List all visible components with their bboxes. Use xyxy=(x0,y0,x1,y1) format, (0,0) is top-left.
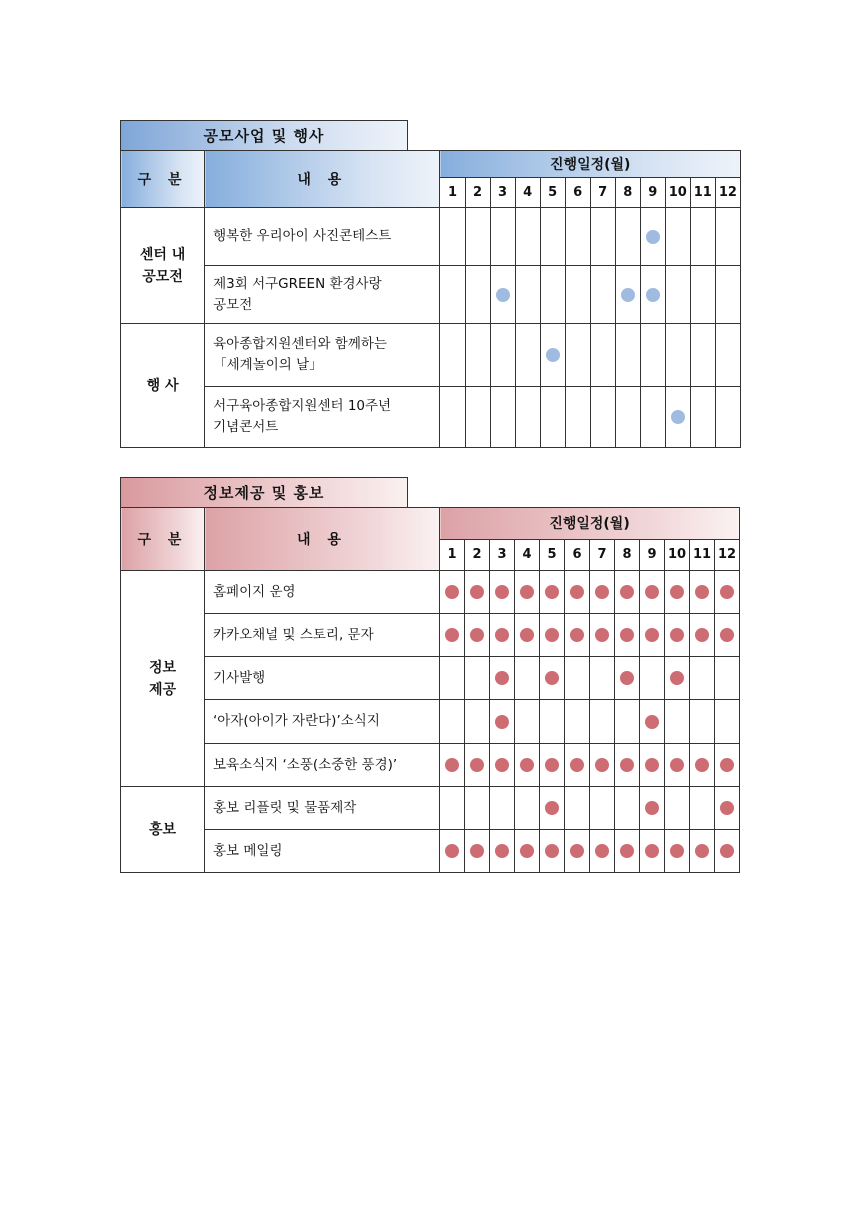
month-cell-6 xyxy=(565,657,590,700)
content-text: 홍보 리플릿 및 물품제작 xyxy=(213,799,357,816)
month-cell-5 xyxy=(540,614,565,657)
month-cell-2 xyxy=(465,571,490,614)
month-cell-6 xyxy=(565,700,590,744)
schedule-dot xyxy=(620,671,634,685)
month-cell-5 xyxy=(540,657,565,700)
month-cell-2 xyxy=(465,830,490,873)
schedule-dot xyxy=(545,585,559,599)
month-cell-7 xyxy=(590,266,615,324)
month-cell-2 xyxy=(465,787,490,830)
section-contests-events xyxy=(120,120,741,448)
schedule-dot xyxy=(545,671,559,685)
month-header-2: 2 xyxy=(465,178,490,208)
month-cell-5 xyxy=(540,208,565,266)
month-cell-4 xyxy=(515,387,540,448)
month-cell-7 xyxy=(590,208,615,266)
month-cell-12 xyxy=(715,208,740,266)
content-text: 서구육아종합지원센터 10주년 xyxy=(213,398,392,414)
month-cell-2 xyxy=(465,614,490,657)
schedule-dot xyxy=(445,585,459,599)
content-text: 보육소식지 ‘소풍(소중한 풍경)’ xyxy=(213,756,398,773)
schedule-dot xyxy=(495,671,509,685)
month-header-7: 7 xyxy=(590,178,615,208)
schedule-dot xyxy=(645,758,659,772)
month-header-4: 4 xyxy=(515,178,540,208)
schedule-dot xyxy=(695,628,709,642)
schedule-dot xyxy=(470,758,484,772)
month-cell-1 xyxy=(440,830,465,873)
month-cell-5 xyxy=(540,266,565,324)
month-cell-8 xyxy=(615,830,640,873)
header-schedule: 진행일정(월) xyxy=(440,508,740,540)
month-cell-4 xyxy=(515,614,540,657)
month-cell-11 xyxy=(690,700,715,744)
month-cell-9 xyxy=(640,700,665,744)
schedule-dot xyxy=(520,844,534,858)
month-cell-11 xyxy=(690,787,715,830)
month-header-11: 11 xyxy=(690,178,715,208)
month-cell-10 xyxy=(665,614,690,657)
schedule-dot xyxy=(720,628,734,642)
schedule-dot xyxy=(545,628,559,642)
schedule-dot xyxy=(570,758,584,772)
month-cell-11 xyxy=(690,657,715,700)
table-row xyxy=(121,266,741,324)
category-label: 정보 xyxy=(148,659,177,676)
month-cell-8 xyxy=(615,614,640,657)
schedule-dot xyxy=(695,585,709,599)
schedule-dot xyxy=(520,585,534,599)
content-text: ‘아자(아이가 자란다)’소식지 xyxy=(213,713,380,729)
month-cell-6 xyxy=(565,571,590,614)
schedule-dot xyxy=(570,844,584,858)
month-cell-1 xyxy=(440,787,465,830)
month-cell-11 xyxy=(690,614,715,657)
month-cell-8 xyxy=(615,657,640,700)
month-cell-11 xyxy=(690,830,715,873)
month-cell-1 xyxy=(440,266,465,324)
schedule-dot xyxy=(546,348,560,362)
header-schedule: 진행일정(월) xyxy=(440,151,741,178)
month-cell-12 xyxy=(715,266,740,324)
month-cell-7 xyxy=(590,571,615,614)
category-cell xyxy=(121,787,205,873)
category-label: 제공 xyxy=(148,681,177,698)
month-cell-12 xyxy=(715,700,740,744)
month-cell-4 xyxy=(515,744,540,787)
month-cell-7 xyxy=(590,614,615,657)
schedule-dot xyxy=(496,288,510,302)
month-cell-1 xyxy=(440,571,465,614)
schedule-dot xyxy=(670,585,684,599)
schedule-dot xyxy=(645,844,659,858)
month-cell-9 xyxy=(640,324,665,387)
schedule-dot xyxy=(720,585,734,599)
month-cell-3 xyxy=(490,787,515,830)
month-cell-5 xyxy=(540,787,565,830)
month-cell-2 xyxy=(465,208,490,266)
schedule-dot xyxy=(520,758,534,772)
month-cell-3 xyxy=(490,700,515,744)
header-category: 구 분 xyxy=(121,508,205,571)
month-cell-7 xyxy=(590,787,615,830)
schedule-dot xyxy=(670,671,684,685)
schedule-dot xyxy=(445,758,459,772)
month-header-3: 3 xyxy=(490,178,515,208)
month-cell-2 xyxy=(465,744,490,787)
table-row xyxy=(121,830,740,873)
month-cell-12 xyxy=(715,744,740,787)
schedule-dot xyxy=(620,628,634,642)
content-cell xyxy=(205,571,440,614)
month-cell-1 xyxy=(440,657,465,700)
month-cell-9 xyxy=(640,787,665,830)
category-label: 홍보 xyxy=(148,821,177,838)
content-text: 행복한 우리아이 사진콘테스트 xyxy=(213,228,392,244)
month-header-9: 9 xyxy=(640,539,665,571)
schedule-dot xyxy=(545,801,559,815)
month-cell-2 xyxy=(465,700,490,744)
schedule-dot xyxy=(670,628,684,642)
month-cell-10 xyxy=(665,744,690,787)
month-cell-1 xyxy=(440,324,465,387)
table-row xyxy=(121,744,740,787)
month-cell-6 xyxy=(565,614,590,657)
schedule-dot xyxy=(645,801,659,815)
month-cell-12 xyxy=(715,830,740,873)
schedule-dot xyxy=(570,628,584,642)
schedule-dot xyxy=(445,844,459,858)
table-row xyxy=(121,787,740,830)
month-cell-1 xyxy=(440,744,465,787)
month-cell-4 xyxy=(515,700,540,744)
month-cell-8 xyxy=(615,787,640,830)
month-cell-12 xyxy=(715,657,740,700)
schedule-dot xyxy=(570,585,584,599)
month-cell-7 xyxy=(590,387,615,448)
content-text: 카카오채널 및 스토리, 문자 xyxy=(213,626,374,643)
month-cell-6 xyxy=(565,266,590,324)
schedule-dot xyxy=(645,715,659,729)
month-header-7: 7 xyxy=(590,539,615,571)
table-row xyxy=(121,657,740,700)
month-cell-3 xyxy=(490,208,515,266)
month-cell-1 xyxy=(440,387,465,448)
month-cell-9 xyxy=(640,387,665,448)
month-header-10: 10 xyxy=(665,539,690,571)
category-cell xyxy=(121,571,205,787)
month-cell-12 xyxy=(715,324,740,387)
schedule-dot xyxy=(620,585,634,599)
month-cell-5 xyxy=(540,571,565,614)
schedule-dot xyxy=(595,758,609,772)
month-cell-9 xyxy=(640,830,665,873)
schedule-dot xyxy=(595,585,609,599)
schedule-dot xyxy=(595,844,609,858)
month-cell-8 xyxy=(615,324,640,387)
month-cell-11 xyxy=(690,324,715,387)
month-header-12: 12 xyxy=(715,539,740,571)
month-cell-4 xyxy=(515,571,540,614)
info-promotion-table xyxy=(120,507,740,873)
header-content: 내 용 xyxy=(205,508,440,571)
content-cell xyxy=(205,700,440,744)
table-row xyxy=(121,387,741,448)
month-header-10: 10 xyxy=(665,178,690,208)
section-title: 공모사업 및 행사 xyxy=(120,120,408,150)
month-cell-8 xyxy=(615,700,640,744)
category-label: 행 사 xyxy=(146,377,179,394)
month-cell-8 xyxy=(615,387,640,448)
month-header-3: 3 xyxy=(490,539,515,571)
category-label: 공모전 xyxy=(142,268,183,285)
content-cell xyxy=(205,324,440,387)
month-cell-2 xyxy=(465,387,490,448)
contests-events-table xyxy=(120,150,741,448)
schedule-dot xyxy=(620,758,634,772)
schedule-dot xyxy=(495,844,509,858)
month-header-8: 8 xyxy=(615,178,640,208)
content-text: 기념콘서트 xyxy=(213,419,279,435)
month-cell-11 xyxy=(690,387,715,448)
month-cell-2 xyxy=(465,324,490,387)
month-header-4: 4 xyxy=(515,539,540,571)
month-cell-8 xyxy=(615,208,640,266)
schedule-dot xyxy=(545,758,559,772)
month-cell-2 xyxy=(465,657,490,700)
content-text: 기사발행 xyxy=(213,669,266,686)
category-cell xyxy=(121,208,205,324)
month-cell-5 xyxy=(540,387,565,448)
month-cell-10 xyxy=(665,208,690,266)
header-content: 내 용 xyxy=(205,151,440,208)
month-cell-11 xyxy=(690,208,715,266)
month-cell-3 xyxy=(490,614,515,657)
month-cell-3 xyxy=(490,830,515,873)
content-cell xyxy=(205,208,440,266)
schedule-dot xyxy=(445,628,459,642)
category-cell xyxy=(121,324,205,448)
content-cell xyxy=(205,614,440,657)
month-cell-7 xyxy=(590,744,615,787)
month-cell-5 xyxy=(540,700,565,744)
schedule-dot xyxy=(671,410,685,424)
table-row xyxy=(121,614,740,657)
schedule-dot xyxy=(470,844,484,858)
month-cell-6 xyxy=(565,324,590,387)
month-cell-10 xyxy=(665,387,690,448)
schedule-dot xyxy=(720,844,734,858)
month-header-5: 5 xyxy=(540,539,565,571)
month-cell-6 xyxy=(565,787,590,830)
schedule-dot xyxy=(621,288,635,302)
section-info-promotion xyxy=(120,477,740,873)
table-row xyxy=(121,571,740,614)
content-text: 공모전 xyxy=(213,296,253,313)
month-cell-8 xyxy=(615,744,640,787)
schedule-dot xyxy=(645,628,659,642)
month-header-1: 1 xyxy=(440,178,465,208)
month-cell-11 xyxy=(690,744,715,787)
content-cell xyxy=(205,387,440,448)
content-cell xyxy=(205,830,440,873)
content-text: 육아종합지원센터와 함께하는 xyxy=(213,336,387,352)
month-cell-5 xyxy=(540,830,565,873)
content-text: 홍보 메일링 xyxy=(213,842,283,859)
month-cell-7 xyxy=(590,830,615,873)
month-cell-10 xyxy=(665,571,690,614)
schedule-dot xyxy=(495,758,509,772)
schedule-dot xyxy=(620,844,634,858)
month-cell-9 xyxy=(640,744,665,787)
schedule-dot xyxy=(646,230,660,244)
schedule-dot xyxy=(720,758,734,772)
schedule-dot xyxy=(695,844,709,858)
month-cell-4 xyxy=(515,657,540,700)
section-title: 정보제공 및 홍보 xyxy=(120,477,408,507)
month-cell-7 xyxy=(590,657,615,700)
month-cell-9 xyxy=(640,614,665,657)
month-cell-6 xyxy=(565,830,590,873)
month-header-2: 2 xyxy=(465,539,490,571)
table-row xyxy=(121,208,741,266)
month-header-9: 9 xyxy=(640,178,665,208)
month-header-5: 5 xyxy=(540,178,565,208)
month-cell-3 xyxy=(490,744,515,787)
content-cell xyxy=(205,787,440,830)
month-header-6: 6 xyxy=(565,539,590,571)
header-category: 구 분 xyxy=(121,151,205,208)
schedule-dot xyxy=(695,758,709,772)
month-cell-1 xyxy=(440,614,465,657)
month-cell-7 xyxy=(590,700,615,744)
month-cell-1 xyxy=(440,700,465,744)
schedule-dot xyxy=(595,628,609,642)
month-cell-3 xyxy=(490,387,515,448)
schedule-dot xyxy=(495,628,509,642)
month-cell-9 xyxy=(640,266,665,324)
month-cell-9 xyxy=(640,657,665,700)
schedule-dot xyxy=(545,844,559,858)
month-header-1: 1 xyxy=(440,539,465,571)
schedule-dot xyxy=(495,585,509,599)
month-cell-4 xyxy=(515,324,540,387)
schedule-dot xyxy=(520,628,534,642)
month-cell-5 xyxy=(540,744,565,787)
month-cell-5 xyxy=(540,324,565,387)
month-cell-8 xyxy=(615,266,640,324)
month-cell-10 xyxy=(665,700,690,744)
month-cell-3 xyxy=(490,266,515,324)
schedule-dot xyxy=(470,628,484,642)
month-cell-12 xyxy=(715,787,740,830)
content-cell xyxy=(205,266,440,324)
month-header-8: 8 xyxy=(615,539,640,571)
schedule-dot xyxy=(470,585,484,599)
schedule-dot xyxy=(720,801,734,815)
table-row xyxy=(121,700,740,744)
month-cell-12 xyxy=(715,571,740,614)
month-cell-10 xyxy=(665,266,690,324)
month-cell-10 xyxy=(665,657,690,700)
month-header-12: 12 xyxy=(715,178,740,208)
category-label: 센터 내 xyxy=(139,246,186,263)
table-row xyxy=(121,324,741,387)
month-cell-10 xyxy=(665,787,690,830)
month-cell-6 xyxy=(565,744,590,787)
month-cell-7 xyxy=(590,324,615,387)
month-cell-12 xyxy=(715,614,740,657)
month-cell-9 xyxy=(640,208,665,266)
schedule-dot xyxy=(670,844,684,858)
month-cell-4 xyxy=(515,830,540,873)
month-cell-11 xyxy=(690,571,715,614)
schedule-dot xyxy=(646,288,660,302)
month-cell-8 xyxy=(615,571,640,614)
month-cell-10 xyxy=(665,830,690,873)
month-header-11: 11 xyxy=(690,539,715,571)
month-cell-2 xyxy=(465,266,490,324)
month-cell-6 xyxy=(565,208,590,266)
month-cell-1 xyxy=(440,208,465,266)
content-text: 제3회 서구GREEN 환경사랑 xyxy=(213,275,382,292)
month-cell-3 xyxy=(490,571,515,614)
month-cell-4 xyxy=(515,208,540,266)
schedule-dot xyxy=(495,715,509,729)
schedule-dot xyxy=(645,585,659,599)
month-cell-4 xyxy=(515,266,540,324)
month-cell-11 xyxy=(690,266,715,324)
content-text: 「세계놀이의 날」 xyxy=(213,357,323,373)
month-cell-6 xyxy=(565,387,590,448)
month-cell-9 xyxy=(640,571,665,614)
month-cell-10 xyxy=(665,324,690,387)
month-cell-3 xyxy=(490,324,515,387)
month-cell-12 xyxy=(715,387,740,448)
month-cell-3 xyxy=(490,657,515,700)
schedule-dot xyxy=(670,758,684,772)
month-cell-4 xyxy=(515,787,540,830)
content-cell xyxy=(205,657,440,700)
content-text: 홈페이지 운영 xyxy=(213,583,296,600)
month-header-6: 6 xyxy=(565,178,590,208)
content-cell xyxy=(205,744,440,787)
